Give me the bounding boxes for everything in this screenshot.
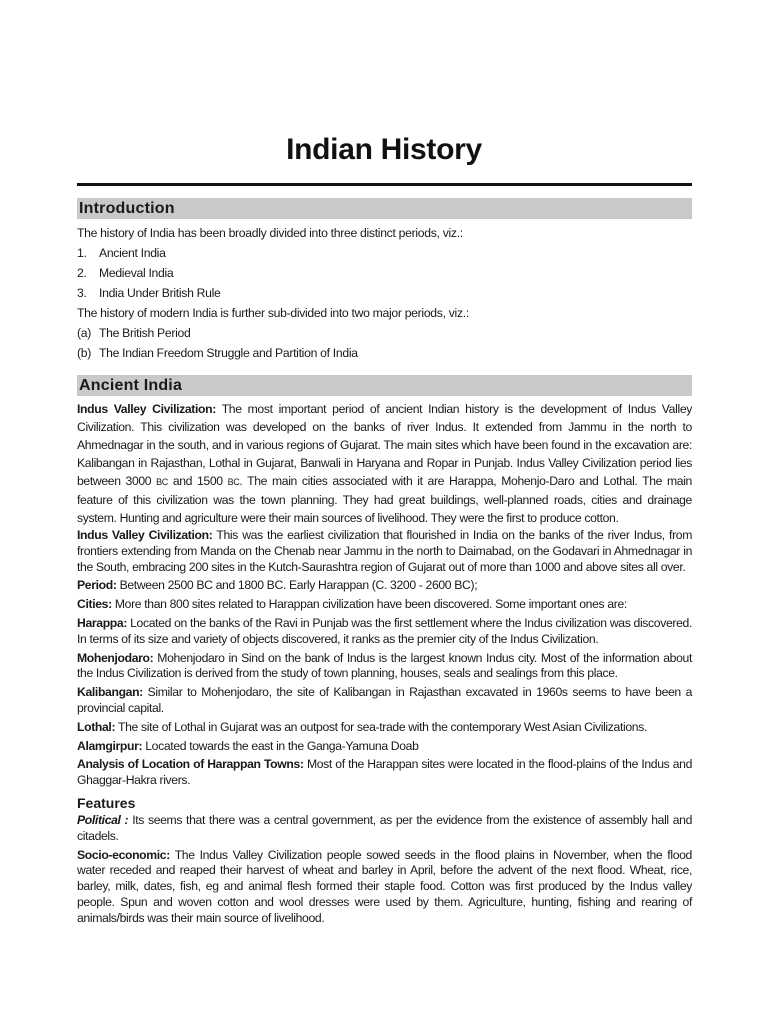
period-item <box>77 243 692 263</box>
paragraph-mohenjodaro <box>77 651 692 683</box>
list-letter: (b) <box>77 346 91 360</box>
list-text: The British Period <box>99 326 191 340</box>
paragraph-socio-economic <box>77 848 692 927</box>
paragraph-location-analysis <box>77 757 692 789</box>
list-number: 2. <box>77 266 87 280</box>
list-text: The Indian Freedom Struggle and Partition of India <box>99 346 358 360</box>
paragraph-text: The Indus Valley Civilization people sowed seeds in the flood plains in November, when the flood water receded and reaped their harvest of wheat and barley in April, before the advent of the next flood. Wheat, rice, barley, milk, dates, fish, eg and animal flesh formed their staple food. Cotton was first produced by the Indus valley people. Spun and woven cotton and wool dresses were used by them. Agriculture, hunting, fishing and rearing of animals/birds was their main source of livelihood. <box>77 847 692 925</box>
paragraph-text: Mohenjodaro in Sind on the bank of Indus is the largest known Indus city. Most of the information about the Indus Civilization is derived from the study of town planning, houses, seals and sealings from this place. <box>77 650 692 681</box>
subsection-heading-features: Features <box>77 794 136 811</box>
term-label: Harappa: <box>77 615 128 630</box>
section-heading-ancient-india: Ancient India <box>77 375 692 396</box>
term-label: Alamgirpur: <box>77 738 143 753</box>
modern-period-item <box>77 343 692 363</box>
term-label: Cities: <box>77 597 112 612</box>
term-label: Kalibangan: <box>77 685 143 700</box>
paragraph-text: Its seems that there was a central government, as per the evidence from the existence of assembly hall and citadels. <box>77 812 693 843</box>
modern-lead: The history of modern India is further sub-divided into two major periods, viz.: <box>77 306 469 320</box>
term-label: Political : <box>77 812 129 827</box>
paragraph-kalibangan <box>77 685 692 717</box>
section-heading-introduction: Introduction <box>77 198 692 219</box>
period-item <box>77 283 692 303</box>
paragraph-text: and 1500 <box>167 474 228 488</box>
paragraph-period <box>77 578 692 594</box>
paragraph-text: Similar to Mohenjodaro, the site of Kalibangan in Rajasthan excavated in 1960s seems to have been a provincial capital. <box>77 685 692 715</box>
term-label: Indus Valley Civilization: <box>77 528 213 542</box>
paragraph-text: Most of the Harappan sites were located in the flood-plains of the Indus and Ghaggar-Hakra rivers. <box>77 757 693 788</box>
term-label: Indus Valley Civilization: <box>77 402 216 416</box>
paragraph-text: The site of Lothal in Gujarat was an outpost for sea-trade with the contemporary West Asian Civilizations. <box>115 719 647 734</box>
paragraph-text: Between 2500 BC and 1800 BC. Early Harappan (C. 3200 - 2600 BC); <box>116 578 478 593</box>
paragraph-text: This was the earliest civilization that flourished in India on the banks of the river Indus, from frontiers extending from Manda on the Chenab near Jammu in the north to Daimabad, on the Godavari in Ahmednagar in the South, embracing 200 sites in the Kutch-Saurashtra region of Gujarat out of more than 1000 and above sites all over. <box>77 528 693 574</box>
term-label: Mohenjodaro: <box>77 650 154 665</box>
era-abbrev: BC <box>227 477 240 487</box>
term-label: Period: <box>77 578 117 593</box>
list-text: Medieval India <box>99 266 174 280</box>
paragraph-text: Located towards the east in the Ganga-Yamuna Doab <box>142 738 419 753</box>
page-title: Indian History <box>286 133 482 166</box>
paragraph-text: Located on the banks of the Ravi in Punjab was the first settlement where the Indus civilization was discovered. In terms of its size and variety of objects discovered, it ranks as the premier city of the Indus Civilization. <box>77 615 692 646</box>
list-letter: (a) <box>77 326 91 340</box>
paragraph-indus-valley-1 <box>77 400 692 527</box>
paragraph-text: The most important period of ancient Indian history is the development of Indus Valley Civilization. This civilization was developed on the banks of river Indus. It extended from Jammu in the north to Ahmednagar in the south, and in various regions of Gujarat. The main sites which have been found in the excavation are: Kalibangan in Rajasthan, Lothal in Gujarat, Banwali in Haryana and Ropar in Punjab. Indus Valley Civilization period lies between 3000 <box>77 402 692 488</box>
term-label: Socio-economic: <box>77 847 170 862</box>
paragraph-political <box>77 813 692 845</box>
title-rule <box>77 183 692 186</box>
list-text: India Under British Rule <box>99 286 221 300</box>
paragraph-lothal <box>77 720 692 736</box>
term-label: Analysis of Location of Harappan Towns: <box>77 757 304 772</box>
paragraph-alamgirpur <box>77 739 692 755</box>
paragraph-text: More than 800 sites related to Harappan civilization have been discovered. Some important ones are: <box>111 597 627 612</box>
intro-lead: The history of India has been broadly divided into three distinct periods, viz.: <box>77 226 463 240</box>
term-label: Lothal: <box>77 719 116 734</box>
paragraph-cities <box>77 597 692 613</box>
modern-period-item <box>77 323 692 343</box>
era-abbrev: BC <box>156 477 168 487</box>
period-item <box>77 263 692 283</box>
list-number: 3. <box>77 286 87 300</box>
list-number: 1. <box>77 246 87 260</box>
paragraph-harappa <box>77 616 692 648</box>
paragraph-indus-valley-2 <box>77 528 692 575</box>
paragraph-text: . The main cities associated with it are Harappa, Mohenjo-Daro and Lothal. The main feature of this civilization was the town planning. They had great buildings, well-planned roads, cities and drainage system. Hunting and agriculture were their main sources of livelihood. They were the first to produce cotton. <box>77 474 692 525</box>
document-body <box>77 198 692 930</box>
list-text: Ancient India <box>99 246 166 260</box>
